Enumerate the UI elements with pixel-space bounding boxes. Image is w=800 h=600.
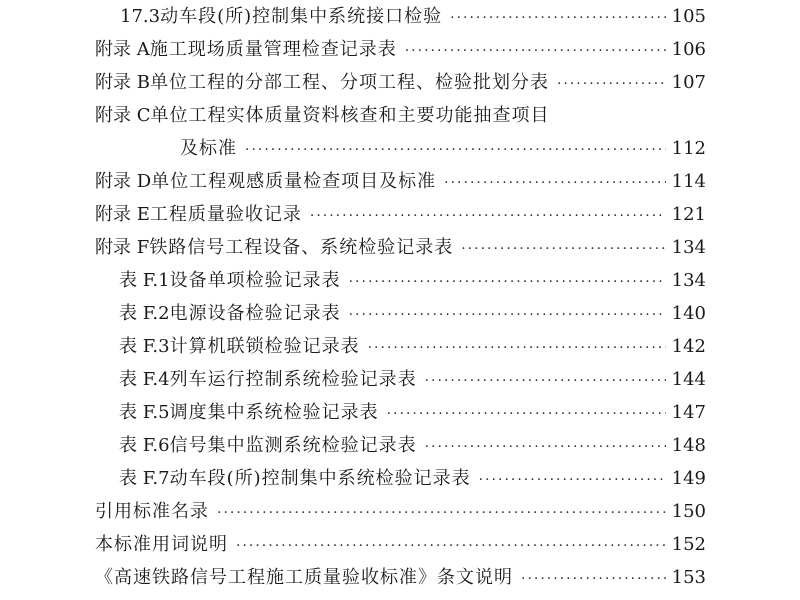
dot-leader (557, 68, 666, 101)
toc-entry-title: 本标准用词说明 (95, 534, 228, 555)
toc-entry-table-f5[interactable] (0, 396, 800, 429)
toc-entry-page: 144 (671, 369, 706, 390)
toc-entry-page: 149 (671, 468, 706, 489)
toc-entry-page: 152 (671, 534, 706, 555)
dot-leader (349, 266, 666, 299)
toc-entry-appendix-c[interactable] (0, 99, 800, 132)
toc-entry-number: 附录 D (95, 171, 152, 192)
toc-entry-title: 调度集中系统检验记录表 (169, 402, 379, 423)
toc-entry-page: 134 (671, 237, 706, 258)
toc-entry-number: 表 F.5 (119, 402, 170, 423)
toc-entry-referenced-standards[interactable] (0, 495, 800, 528)
toc-entry-title: 单位工程观感质量检查项目及标准 (151, 171, 437, 192)
toc-entry-17-3[interactable] (0, 0, 800, 33)
toc-entry-number: 附录 C (95, 105, 151, 126)
dot-leader (450, 2, 666, 35)
toc-entry-page: 147 (671, 402, 706, 423)
toc-entry-title: 信号集中监测系统检验记录表 (169, 435, 417, 456)
toc-entry-page: 107 (671, 72, 706, 93)
dot-leader (349, 299, 666, 332)
dot-leader (405, 35, 666, 68)
toc-entry-number: 表 F.7 (119, 468, 170, 489)
toc-entry-appendix-f[interactable] (0, 231, 800, 264)
toc-entry-number: 表 F.2 (119, 303, 170, 324)
toc-entry-page: 106 (671, 39, 706, 60)
toc-entry-title: 单位工程的分部工程、分项工程、检验批划分表 (149, 72, 549, 93)
dot-leader (521, 563, 666, 596)
toc-entry-page: 121 (671, 204, 706, 225)
toc-entry-title: 《高速铁路信号工程施工质量验收标准》条文说明 (95, 567, 513, 588)
toc-entry-table-f3[interactable] (0, 330, 800, 363)
toc-entry-title: 工程质量验收记录 (149, 204, 302, 225)
toc-entry-title: 动车段(所)控制集中系统检验记录表 (169, 468, 471, 489)
toc-entry-title: 施工现场质量管理检查记录表 (149, 39, 397, 60)
dot-leader (425, 365, 666, 398)
toc-entry-page: 112 (671, 138, 706, 159)
dot-leader (444, 167, 665, 200)
toc-entry-title: 及标准 (180, 138, 237, 159)
toc-entry-title: 单位工程实体质量资料核查和主要功能抽查项目 (150, 105, 550, 126)
toc-entry-page: 150 (671, 501, 706, 522)
toc-entry-number: 17.3 (120, 6, 161, 27)
toc-entry-appendix-c-continued[interactable] (0, 132, 800, 165)
toc-entry-page: 105 (671, 6, 706, 27)
toc-entry-title: 列车运行控制系统检验记录表 (169, 369, 417, 390)
toc-entry-table-f4[interactable] (0, 363, 800, 396)
dot-leader (236, 530, 666, 563)
toc-entry-number: 表 F.4 (119, 369, 170, 390)
toc-entry-page: 153 (671, 567, 706, 588)
dot-leader (425, 431, 666, 464)
toc-entry-page: 148 (671, 435, 706, 456)
dot-leader (245, 134, 666, 167)
toc-entry-page: 114 (671, 171, 706, 192)
toc-entry-title: 设备单项检验记录表 (169, 270, 341, 291)
toc-entry-wording-explanation[interactable] (0, 528, 800, 561)
toc-entry-clause-explanation[interactable] (0, 561, 800, 594)
toc-entry-appendix-a[interactable] (0, 33, 800, 66)
toc-entry-table-f6[interactable] (0, 429, 800, 462)
toc-entry-table-f1[interactable] (0, 264, 800, 297)
toc-entry-number: 表 F.6 (119, 435, 170, 456)
toc-entry-title: 动车段(所)控制集中系统接口检验 (160, 6, 443, 27)
toc-entry-number: 附录 B (95, 72, 150, 93)
dot-leader (479, 464, 666, 497)
toc-entry-page: 134 (671, 270, 706, 291)
toc-entry-title: 引用标准名录 (95, 501, 209, 522)
toc-entry-appendix-b[interactable] (0, 66, 800, 99)
dot-leader (387, 398, 666, 431)
toc-entry-title: 铁路信号工程设备、系统检验记录表 (149, 237, 454, 258)
dot-leader (217, 497, 666, 530)
toc-entry-appendix-d[interactable] (0, 165, 800, 198)
dot-leader (461, 233, 665, 266)
toc-entry-appendix-e[interactable] (0, 198, 800, 231)
toc-entry-number: 表 F.3 (119, 336, 170, 357)
toc-entry-page: 140 (671, 303, 706, 324)
dot-leader (310, 200, 666, 233)
toc-entry-title: 电源设备检验记录表 (169, 303, 341, 324)
toc-entry-table-f7[interactable] (0, 462, 800, 495)
toc-entry-number: 附录 F (95, 237, 150, 258)
toc-entry-number: 表 F.1 (119, 270, 170, 291)
toc-entry-number: 附录 E (95, 204, 150, 225)
toc-entry-title: 计算机联锁检验记录表 (169, 336, 360, 357)
toc-entry-number: 附录 A (95, 39, 150, 60)
toc-entry-page: 142 (671, 336, 706, 357)
dot-leader (368, 332, 666, 365)
toc-entry-table-f2[interactable] (0, 297, 800, 330)
